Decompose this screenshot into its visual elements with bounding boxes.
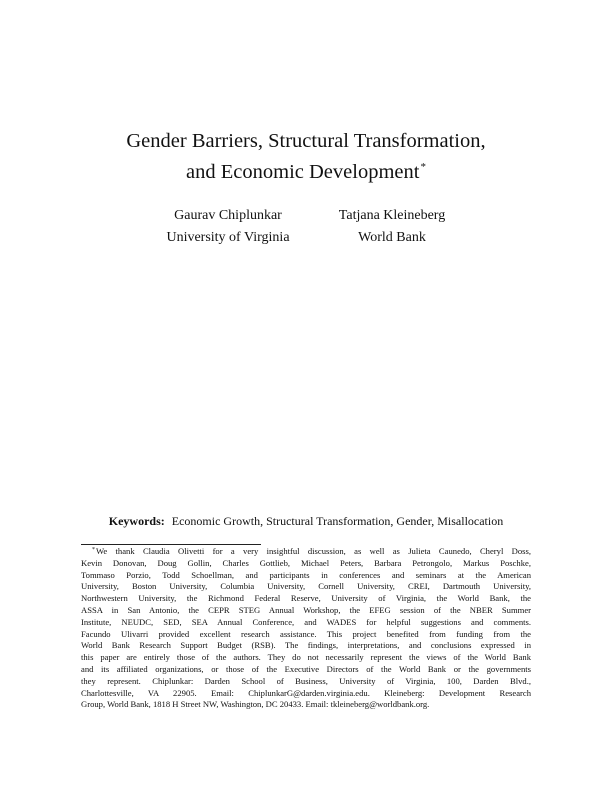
- footnote-line: Charlottesville, VA 22905. Email: ChiplunkarG@darden.virginia.edu. Kleineberg: Development Research: [81, 687, 531, 698]
- footnote-line: Northwestern University, the Richmond Federal Reserve, University of Virginia, the World Bank, the: [81, 593, 531, 604]
- footnote-line: Institute, NEUDC, SED, SEA Annual Conference, and WADES for helpful suggestions and comments.: [81, 616, 531, 627]
- footnote-line: and its affiliated organizations, or those of the Executive Directors of the World Bank or the governments: [81, 663, 531, 674]
- footnote-line: ASSA in San Antonio, the CEPR STEG Annual Workshop, the EFEG session of the NBER Summer: [81, 604, 531, 615]
- footnote-marker: *: [92, 547, 95, 553]
- title-text-2: and Economic Development: [186, 161, 420, 183]
- footnote-line: *We thank Claudia Olivetti for a very insightful discussion, as well as Julieta Caunedo, Cheryl Doss,: [92, 546, 531, 556]
- title-text-1: Gender Barriers, Structural Transformation,: [126, 130, 486, 152]
- footnote-line: University, Boston University, Columbia University, Cornell University, CREI, Dartmouth University,: [81, 581, 531, 592]
- author-affiliation: World Bank: [358, 230, 426, 245]
- footnote-line: this paper are entirely those of the authors. They do not necessarily represent the views of the World Bank: [81, 652, 531, 663]
- author-name: Gaurav Chiplunkar: [174, 208, 282, 223]
- paper-title-line-1: [0, 131, 612, 152]
- footnote-line: World Bank Research Support Budget (RSB). The findings, interpretations, and conclusions expressed in: [81, 640, 531, 651]
- paper-title-line-2: [0, 162, 612, 183]
- title-footnote-marker[interactable]: *: [420, 161, 426, 173]
- footnote-line: Kevin Donovan, Doug Gollin, Charles Gottlieb, Michael Peters, Barbara Petrongolo, Markus Poschke,: [81, 557, 531, 568]
- footnote-line: Facundo Ulivarri provided excellent research assistance. This project benefited from funding from the: [81, 628, 531, 639]
- footnote-line: Group, World Bank, 1818 H Street NW, Washington, DC 20433. Email: tkleineberg@worldbank.org.: [81, 699, 430, 710]
- author-name: Tatjana Kleineberg: [338, 208, 446, 223]
- keywords-line: [0, 515, 612, 527]
- footnote-line: Tommaso Porzio, Todd Schoellman, and participants in conferences and seminars at the American: [81, 569, 531, 580]
- author-affiliation: University of Virginia: [166, 230, 290, 245]
- footnote-line: they represent. Chiplunkar: Darden School of Business, University of Virginia, 100, Darden Blvd.,: [81, 675, 531, 686]
- keywords-text: Economic Growth, Structural Transformation, Gender, Misallocation: [171, 514, 504, 528]
- acknowledgement-footnote: [81, 545, 531, 711]
- keywords-label: Keywords:: [108, 514, 165, 528]
